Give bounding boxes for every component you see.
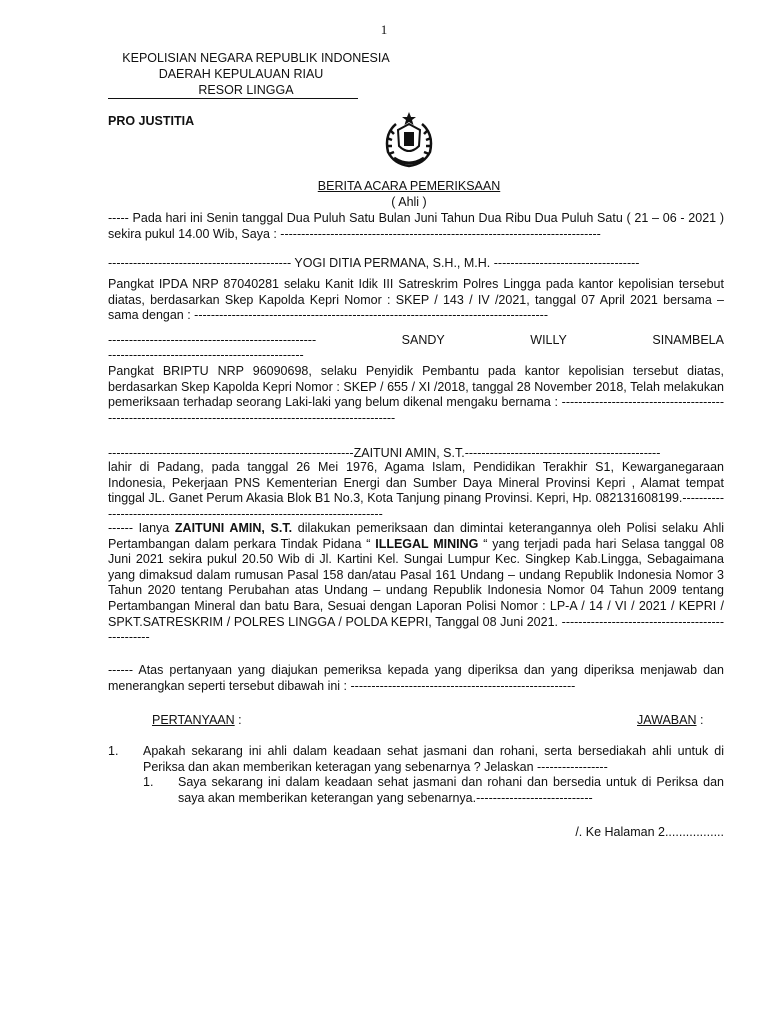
answer-header — [637, 713, 703, 727]
next-page-note: /. Ke Halaman 2................. — [575, 825, 724, 839]
document-title — [0, 178, 768, 210]
answer-header-label: JAWABAN — [637, 713, 697, 727]
expert-name-bold: ZAITUNI AMIN, S.T. — [174, 521, 293, 535]
question-number: 1. — [108, 744, 119, 758]
qa-intro-paragraph: ------ Atas pertanyaan yang diajukan pemeriksa kepada yang diperiksa dan yang diperiksa menjawab dan menerangkan seperti tersebut dibawah ini : ------------------------------------------------------ — [108, 663, 724, 693]
examiner-1-detail-paragraph: Pangkat IPDA NRP 87040281 selaku Kanit Idik III Satreskrim Polres Lingga pada kantor kepolisian tersebut diatas, berdasarkan Skep Kapolda Kepri Nomor : SKEP / 143 / IV /2021, tanggal 07 April 2021 bersama – sama dengan : ------------------------------------------------------------------------------------- — [108, 277, 724, 323]
header-underline — [108, 98, 358, 99]
case-text-b: dilakukan pemeriksaan dan dimintai keterangannya oleh Polisi selaku Ahli Pertambangan dalam perkara Tindak Pidana “ — [108, 521, 724, 551]
examiner-2-name-first: SANDY — [401, 333, 445, 347]
examiner-1-line — [108, 256, 724, 271]
dash-prefix: -------------------------------------------------- — [108, 333, 317, 347]
expert-identity-paragraph: lahir di Padang, pada tanggal 26 Mei 1976, Agama Islam, Pendidikan Terakhir S1, Kewarganegaraan Indonesia, Pekerjaan PNS Kementerian Energi dan Sumber Daya Mineral Provinsi Kepri , Alamat tempat tinggal JL. Ganet Perum Akasia Blok B1 No.3, Kota Tanjung pinang Provinsi. Kepri, Hp. 082131608199.---------------------------------------------------------------------------- — [108, 460, 724, 521]
title-text: BERITA ACARA PEMERIKSAAN — [317, 179, 501, 193]
expert-name-line — [108, 446, 724, 461]
pro-justitia: PRO JUSTITIA — [108, 114, 195, 128]
page-number: 1 — [380, 22, 388, 37]
case-description-paragraph — [108, 521, 724, 648]
case-text-c: “ yang terjadi pada hari Selasa tanggal 08 Juni 2021 sekira pukul 20.50 Wib di Jl. Kartini Kel. Sungai Lumpur Kec. Singkep Kab.Lingga, Sebagaimana yang dimaksud dalam rumusan Pasal 158 dan/atau Pasal 161 Undang – undang Republik Indonesia Nomor 3 Tahun 2020 tentang Perubahan atas Undang – undang Republik Indonesia Nomor 04 Tahun 2009 tentang Pertambangan Mineral dan batu Bara, Sesuai dengan Laporan Polisi Nomor : LP-A / 14 / VI / 2021 / KEPRI / SPKT.SATRESKRIM / POLRES LINGGA / POLDA KEPRI, Tanggal 08 Juni 2021. ------------------------------------------------- — [108, 536, 724, 645]
examiner-1-name: YOGI DITIA PERMANA, S.H., M.H. — [294, 256, 491, 270]
question-header-colon: : — [234, 713, 242, 727]
agency-header — [104, 50, 408, 98]
examiner-2-dash-line: ----------------------------------------------- — [108, 348, 304, 362]
agency-line-1: KEPOLISIAN NEGARA REPUBLIK INDONESIA — [122, 51, 390, 65]
examiner-2-name-middle: WILLY — [530, 333, 567, 347]
dash-prefix: -------------------------------------------- — [108, 256, 295, 270]
question-text: Apakah sekarang ini ahli dalam keadaan sehat jasmani dan rohani, serta bersediakah ahli untuk di Periksa dan akan memberikan keteragan yang sebenarnya ? Jelaskan ----------------- — [143, 744, 724, 774]
opening-paragraph: ----- Pada hari ini Senin tanggal Dua Puluh Satu Bulan Juni Tahun Dua Ribu Dua Puluh Satu ( 21 – 06 - 2021 ) sekira pukul 14.00 Wib, Saya : ----------------------------------------------------------------------------- — [108, 211, 724, 241]
case-text-a: ------ Ianya — [108, 521, 175, 535]
examiner-2-name-last: SINAMBELA — [652, 333, 724, 347]
examiner-2-line — [108, 333, 724, 348]
answer-header-colon: : — [696, 713, 704, 727]
agency-line-2: DAERAH KEPULAUAN RIAU — [158, 67, 324, 81]
police-emblem-icon — [378, 110, 440, 170]
subtitle-text: ( Ahli ) — [391, 195, 427, 209]
agency-line-3: RESOR LINGGA — [198, 83, 294, 97]
answer-text: Saya sekarang ini dalam keadaan sehat jasmani dan rohani dan bersedia untuk di Periksa dan saya akan memberikan keterangan yang sebenarnya.---------------------------- — [178, 775, 724, 805]
dash-suffix: ----------------------------------- — [490, 256, 640, 270]
question-header-label: PERTANYAAN — [152, 713, 235, 727]
case-name-bold: ILLEGAL MINING — [375, 536, 479, 551]
examiner-2-detail-paragraph: Pangkat BRIPTU NRP 96090698, selaku Penyidik Pembantu pada kantor kepolisian tersebut diatas, berdasarkan Skep Kapolda Kepri Nomor : SKEP / 655 / XI /2018, tanggal 28 November 2018, Telah melakukan pemeriksaan terhadap seorang Laki-laki yang belum dikenal mengaku bernama : ------------------------------------------------------------------------------------------------------------ — [108, 364, 724, 425]
expert-name: ZAITUNI AMIN, S.T. — [353, 446, 465, 460]
dash-prefix: ----------------------------------------------------------- — [108, 446, 354, 460]
dash-suffix: ----------------------------------------------- — [464, 446, 661, 460]
answer-number: 1. — [143, 775, 154, 789]
question-header — [152, 713, 242, 727]
